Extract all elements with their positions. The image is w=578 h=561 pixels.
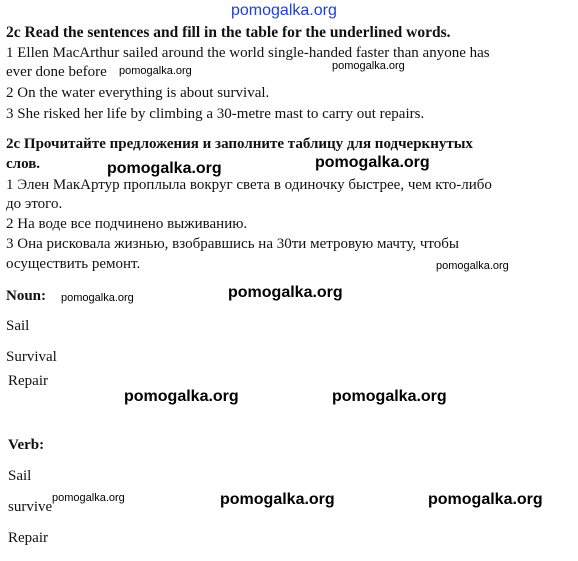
watermark: pomogalka.org [332, 388, 447, 405]
watermark: pomogalka.org [332, 60, 405, 72]
watermark: pomogalka.org [124, 388, 239, 405]
sentence-2-en: 2 On the water everything is about survival. [6, 85, 270, 101]
verb-word: Repair [8, 530, 48, 546]
noun-word: Sail [6, 318, 30, 334]
sentence-3-en: 3 She risked her life by climbing a 30-metre mast to carry out repairs. [6, 106, 425, 122]
noun-label: Noun: [6, 288, 47, 304]
exercise-title-en: 2c Read the sentences and fill in the table for the underlined words. [6, 24, 451, 41]
sentence-1-en-line-2: ever done before [6, 64, 107, 80]
noun-word: Survival [6, 349, 57, 365]
watermark: pomogalka.org [220, 491, 335, 508]
watermark: pomogalka.org [119, 65, 192, 77]
watermark: pomogalka.org [315, 154, 430, 171]
watermark: pomogalka.org [428, 491, 543, 508]
watermark: pomogalka.org [107, 160, 222, 177]
watermark-top: pomogalka.org [231, 2, 337, 19]
watermark: pomogalka.org [52, 492, 125, 504]
sentence-1-en-line-1: 1 Ellen MacArthur sailed around the world single-handed faster than anyone has [6, 45, 490, 61]
watermark: pomogalka.org [61, 292, 134, 304]
sentence-3-ru-line-2: осуществить ремонт. [6, 256, 141, 272]
exercise-title-ru-line-1: 2c Прочитайте предложения и заполните таблицу для подчеркнутых [6, 136, 473, 152]
verb-word: survive [8, 499, 53, 515]
noun-word: Repair [8, 373, 48, 389]
watermark: pomogalka.org [228, 284, 343, 301]
watermark: pomogalka.org [436, 260, 509, 272]
sentence-1-ru-line-2: до этого. [6, 196, 63, 212]
verb-word: Sail [8, 468, 32, 484]
sentence-1-ru-line-1: 1 Элен МакАртур проплыла вокруг света в одиночку быстрее, чем кто-либо [6, 177, 492, 193]
sentence-3-ru-line-1: 3 Она рисковала жизнью, взобравшись на 30ти метровую мачту, чтобы [6, 236, 459, 252]
exercise-title-ru-line-2: слов. [6, 156, 41, 172]
verb-label: Verb: [8, 437, 45, 453]
sentence-2-ru: 2 На воде все подчинено выживанию. [6, 216, 248, 232]
